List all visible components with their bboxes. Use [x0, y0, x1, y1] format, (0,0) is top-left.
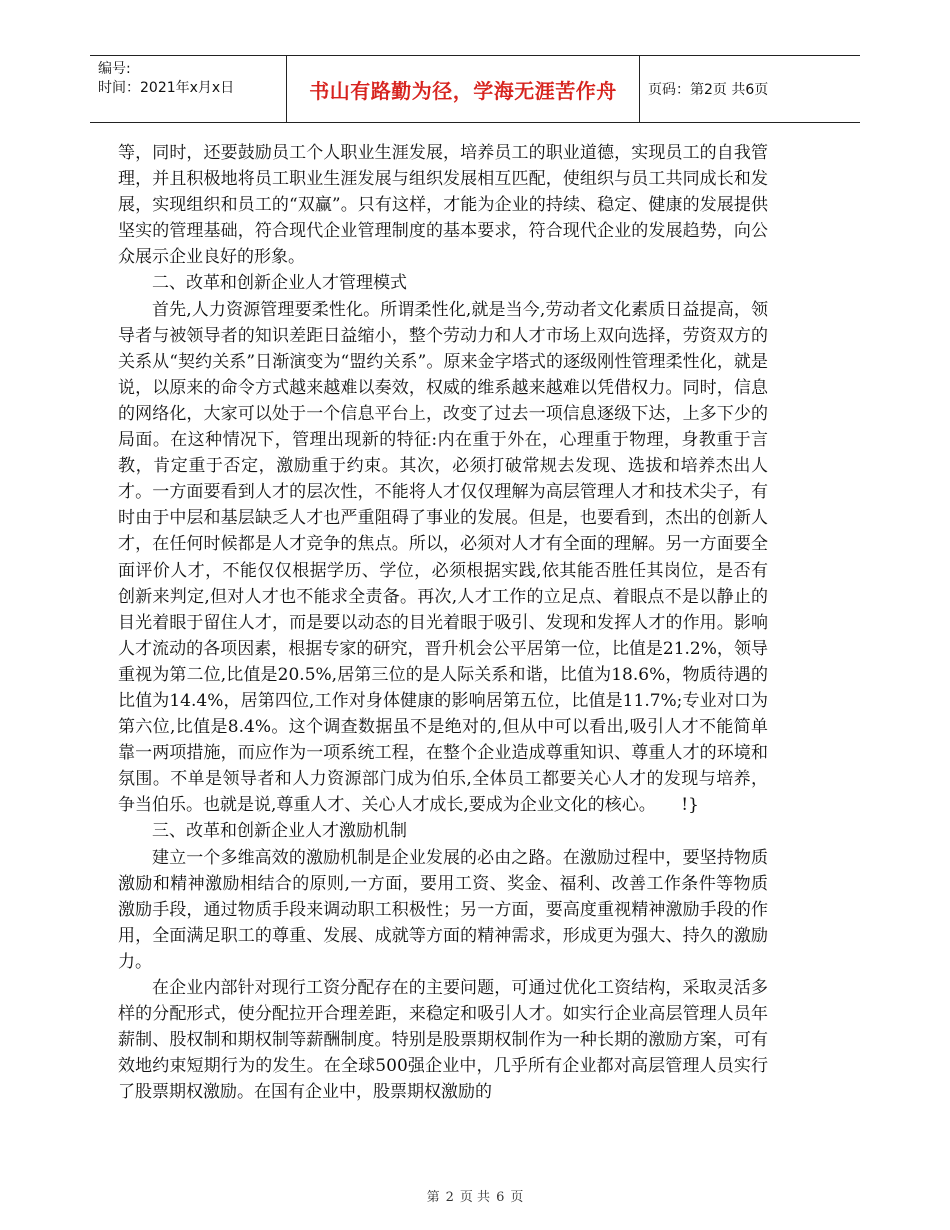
header-motto: 书山有路勤为径，学海无涯苦作舟 [286, 56, 640, 122]
footer-page-prefix: 第 [426, 1190, 440, 1205]
document-time-label: 时间：2021年x月x日 [98, 80, 235, 96]
paragraph-incentive-mechanism: 建立一个多维高效的激励机制是企业发展的必由之路。在激励过程中，要坚持物质激励和精神激励相结合的原则,一方面，要用工资、奖金、福利、改善工作条件等物质激励手段，通过物质手段来调动职工积极性；另一方面，要高度重视精神激励手段的作用，全面满足职工的尊重、发展、成就等方面的精神需求，形成更为强大、持久的激励力。 [118, 847, 768, 972]
paragraph-salary-structure: 在企业内部针对现行工资分配存在的主要问题，可通过优化工资结构，采取灵活多样的分配形式，使分配拉开合理差距，来稳定和吸引人才。如实行企业高层管理人员年薪制、股权制和期权制等薪酬制度。特别是股票期权制作为一种长期的激励方案，可有效地约束短期行为的发生。在全球500强企业中，几乎所有企业都对高层管理人员实行了股票期权激励。在国有企业中，股票期权激励的 [118, 978, 768, 1103]
page-footer [0, 1186, 950, 1205]
document-number-label: 编号: [98, 61, 131, 77]
footer-page-total: 6 [496, 1190, 505, 1205]
footer-page-suffix: 页 [510, 1190, 524, 1205]
page-header [90, 55, 860, 123]
paragraph-talent-management: 首先,人力资源管理要柔性化。所谓柔性化,就是当今,劳动者文化素质日益提高，领导者与被领导者的知识差距日益缩小，整个劳动力和人才市场上双向选择，劳资双方的关系从“契约关系”日渐演变为“盟约关系”。原来金字塔式的逐级刚性管理柔性化，就是说，以原来的命令方式越来越难以奏效，权威的维系越来越难以凭借权力。同时，信息的网络化，大家可以处于一个信息平台上，改变了过去一项信息逐级下达，上多下少的局面。在这种情况下，管理出现新的特征:内在重于外在，心理重于物理，身教重于言教，肯定重于否定，激励重于约束。其次，必须打破常规去发现、选拔和培养杰出人才。一方面要看到人才的层次性，不能将人才仅仅理解为高层管理人才和技术尖子，有时由于中层和基层缺乏人才也严重阻碍了事业的发展。但是，也要看到，杰出的创新人才，在任何时候都是人才竞争的焦点。所以，必须对人才有全面的理解。另一方面要全面评价人才，不能仅仅根据学历、学位，必须根据实践,依其能否胜任其岗位，是否有创新来判定,但对人才也不能求全责备。再次,人才工作的立足点、着眼点不是以静止的目光着眼于留住人才，而是要以动态的目光着眼于吸引、发现和发挥人才的作用。影响人才流动的各项因素，根据专家的研究，晋升机会公平居第一位，比值是21.2%，领导重视为第二位,比值是20.5%,居第三位的是人际关系和谐，比值为18.6%，物质待遇的比值为14.4%，居第四位,工作对身体健康的影响居第五位，比值是11.7%;专业对口为第六位,比值是8.4%。这个调查数据虽不是绝对的,但从中可以看出,吸引人才不能简单靠一两项措施，而应作为一项系统工程，在整个企业造成尊重知识、尊重人才的环境和氛围。不单是领导者和人力资源部门成为伯乐,全体员工都要关心人才的发现与培养，争当伯乐。也就是说,尊重人才、关心人才成长,要成为企业文化的核心。 !} [118, 299, 768, 816]
document-body [118, 140, 768, 1105]
header-meta [98, 60, 278, 98]
footer-page-current: 2 [445, 1190, 454, 1205]
section-heading-3: 三、改革和创新企业人才激励机制 [152, 821, 407, 842]
paragraph-continuation: 等，同时，还要鼓励员工个人职业生涯发展，培养员工的职业道德，实现员工的自我管理，并且积极地将员工职业生涯发展与组织发展相互匹配，使组织与员工共同成长和发展，实现组织和员工的“双赢”。只有这样，才能为企业的持续、稳定、健康的发展提供坚实的管理基础，符合现代企业管理制度的基本要求，符合现代企业的发展趋势，向公众展示企业良好的形象。 [118, 143, 768, 268]
footer-page-mid: 页 共 [459, 1190, 491, 1205]
header-page-label: 页码：第2页 共6页 [648, 82, 769, 98]
section-heading-2: 二、改革和创新企业人才管理模式 [152, 273, 407, 294]
